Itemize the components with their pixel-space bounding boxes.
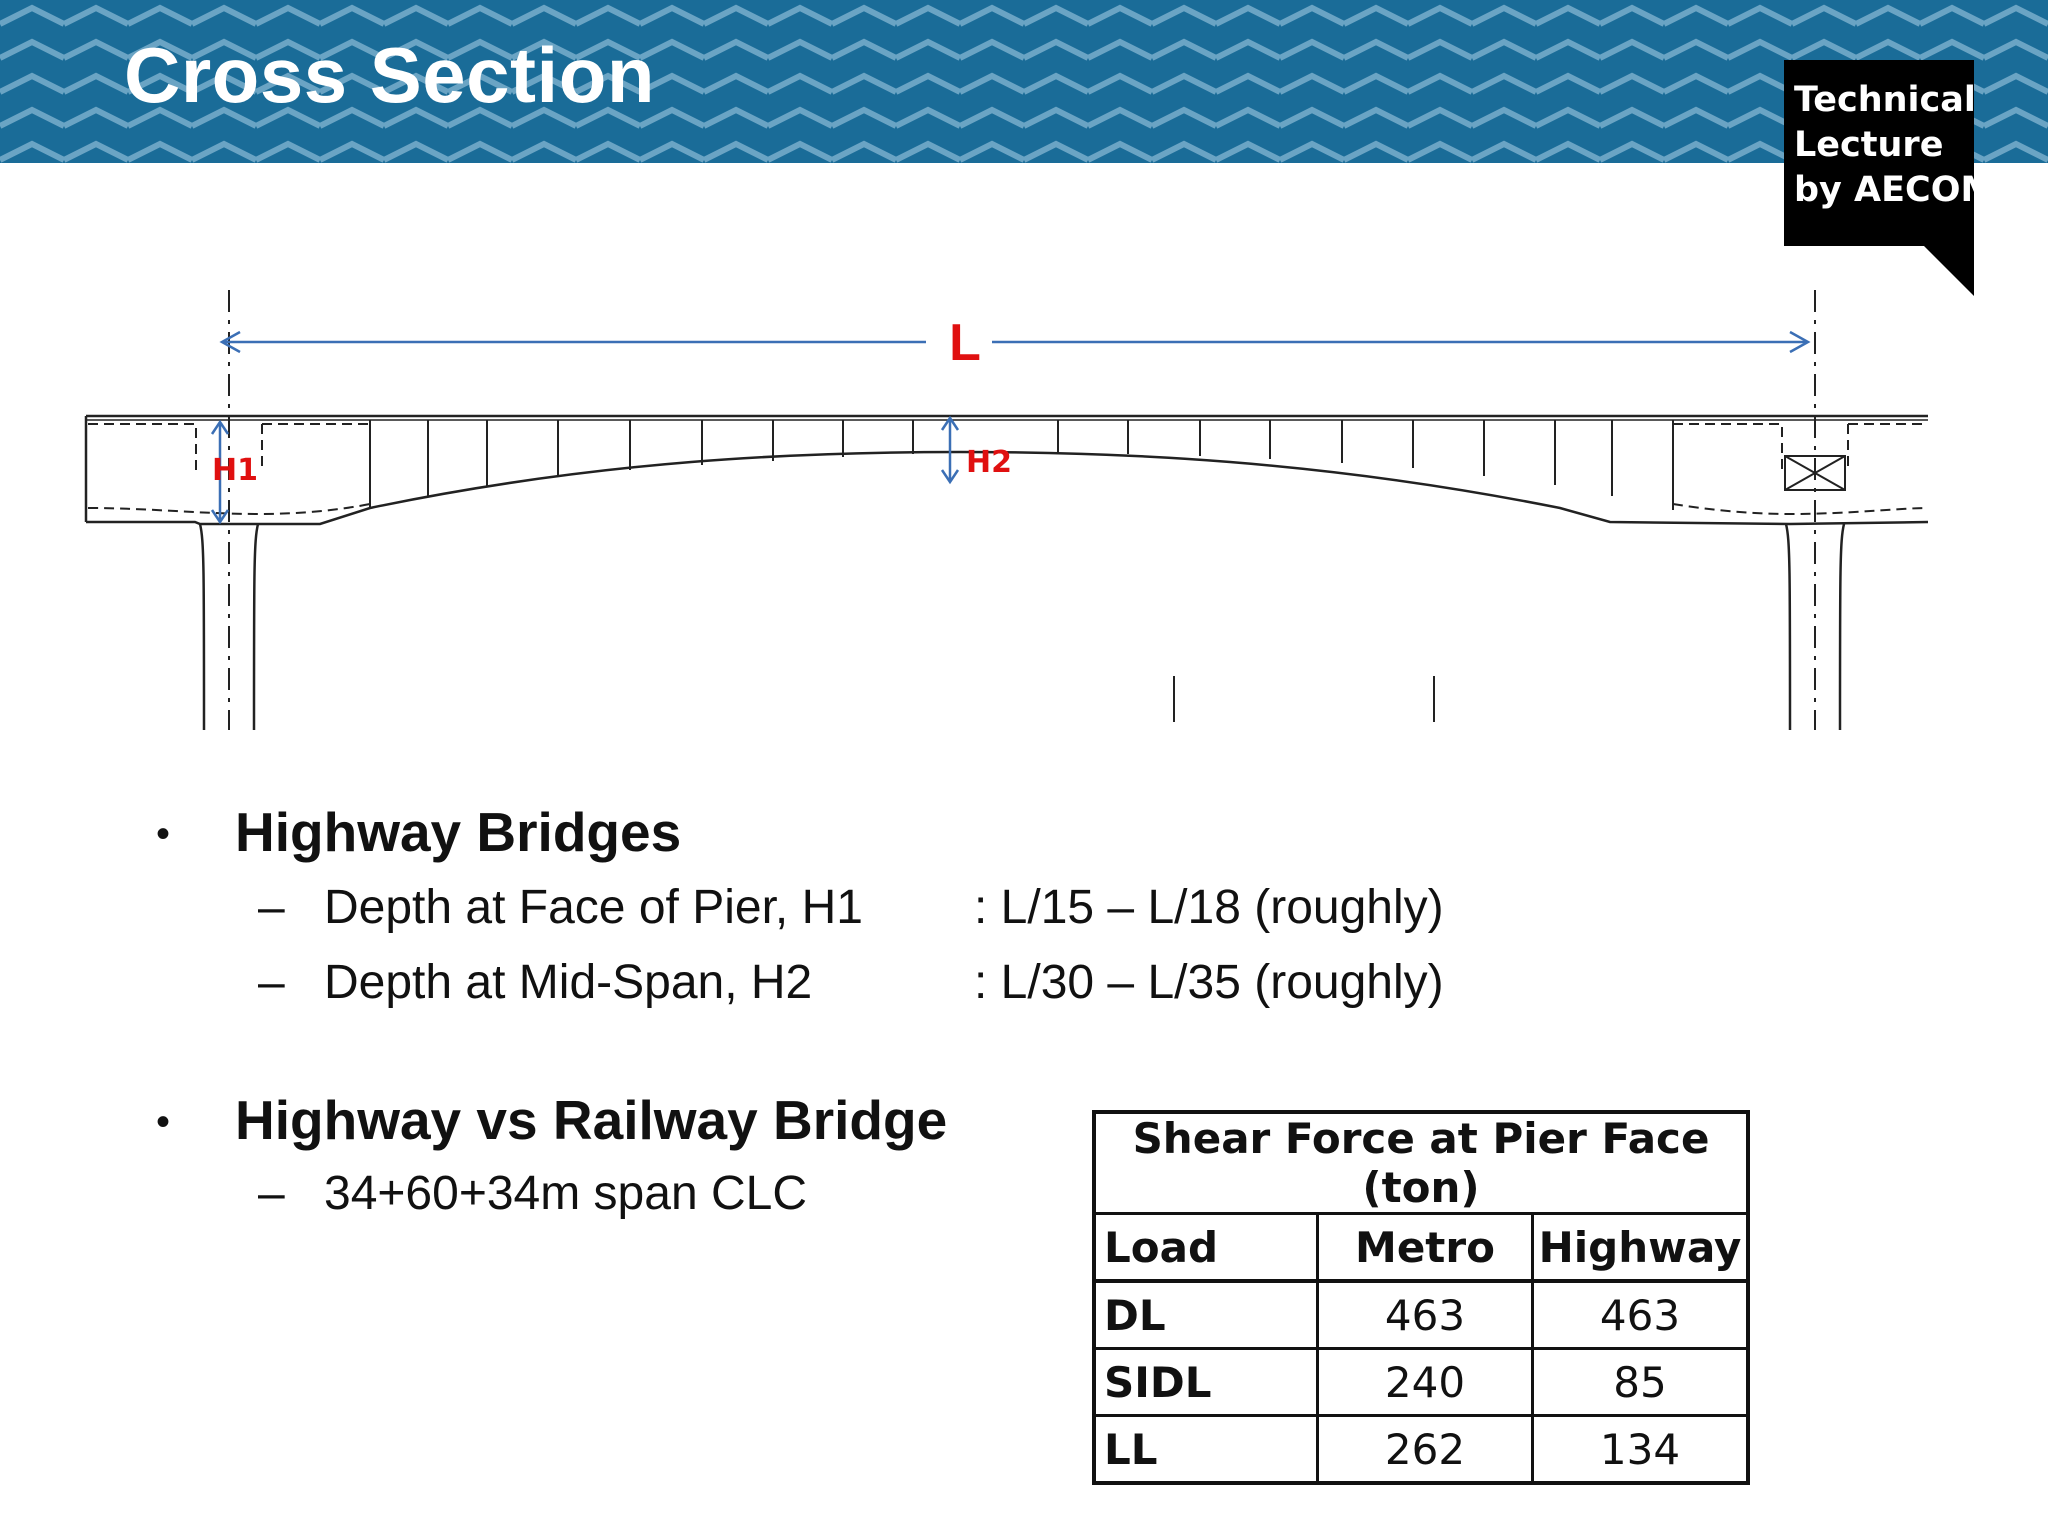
table-row xyxy=(1094,1349,1748,1416)
bullet-marker: • xyxy=(156,1100,171,1144)
table-cell: 463 xyxy=(1318,1281,1533,1349)
sub-bullet-marker: – xyxy=(258,1167,285,1220)
column-header: Highway xyxy=(1533,1214,1749,1282)
sub-bullet-marker: – xyxy=(258,956,285,1009)
table-cell: 134 xyxy=(1533,1416,1749,1484)
sub-bullet-value: : L/15 – L/18 (roughly) xyxy=(974,881,1444,934)
span-label: L xyxy=(949,314,981,372)
bullet-heading-1: Highway Bridges xyxy=(235,801,682,863)
column-header: Load xyxy=(1094,1214,1318,1282)
slide-title: Cross Section xyxy=(124,31,655,119)
sub-bullet-value: : L/30 – L/35 (roughly) xyxy=(974,956,1444,1009)
bullet-marker: • xyxy=(156,812,171,856)
bridge-drawing xyxy=(0,270,2048,730)
table-row xyxy=(1094,1281,1748,1349)
table-caption: Shear Force at Pier Face (ton) xyxy=(1094,1112,1748,1214)
table-cell: 240 xyxy=(1318,1349,1533,1416)
diaphragm-lines xyxy=(370,420,1673,510)
right-pier-left-edge xyxy=(1786,524,1790,730)
bullet-heading-2: Highway vs Railway Bridge xyxy=(235,1089,948,1151)
table-cell: 85 xyxy=(1533,1349,1749,1416)
table-header-row xyxy=(1094,1214,1748,1282)
table-cell: 463 xyxy=(1533,1281,1749,1349)
table-cell: 262 xyxy=(1318,1416,1533,1484)
shear-force-table xyxy=(1092,1110,1750,1485)
lecture-badge xyxy=(1784,60,1996,296)
sub-bullet-marker: – xyxy=(258,881,285,934)
table-cell: DL xyxy=(1094,1281,1318,1349)
badge-line-1: Technical xyxy=(1794,80,1976,120)
table-cell: SIDL xyxy=(1094,1349,1318,1416)
header-band xyxy=(0,0,2048,163)
h1-label: H1 xyxy=(212,453,258,488)
badge-line-3: by AECOM xyxy=(1794,170,1996,210)
left-pier-left-edge xyxy=(200,524,204,730)
sub-bullet-text: Depth at Mid-Span, H2 xyxy=(324,956,813,1009)
table-row xyxy=(1094,1416,1748,1484)
table-cell: LL xyxy=(1094,1416,1318,1484)
right-pier-right-edge xyxy=(1840,524,1844,730)
right-diaphragm-box xyxy=(1673,424,1928,514)
h2-label: H2 xyxy=(966,445,1012,480)
badge-line-2: Lecture xyxy=(1794,125,1944,165)
column-header: Metro xyxy=(1318,1214,1533,1282)
sub-bullet-text: Depth at Face of Pier, H1 xyxy=(324,881,863,934)
left-pier-right-edge xyxy=(254,524,258,730)
sub-bullet-text: 34+60+34m span CLC xyxy=(324,1167,807,1220)
